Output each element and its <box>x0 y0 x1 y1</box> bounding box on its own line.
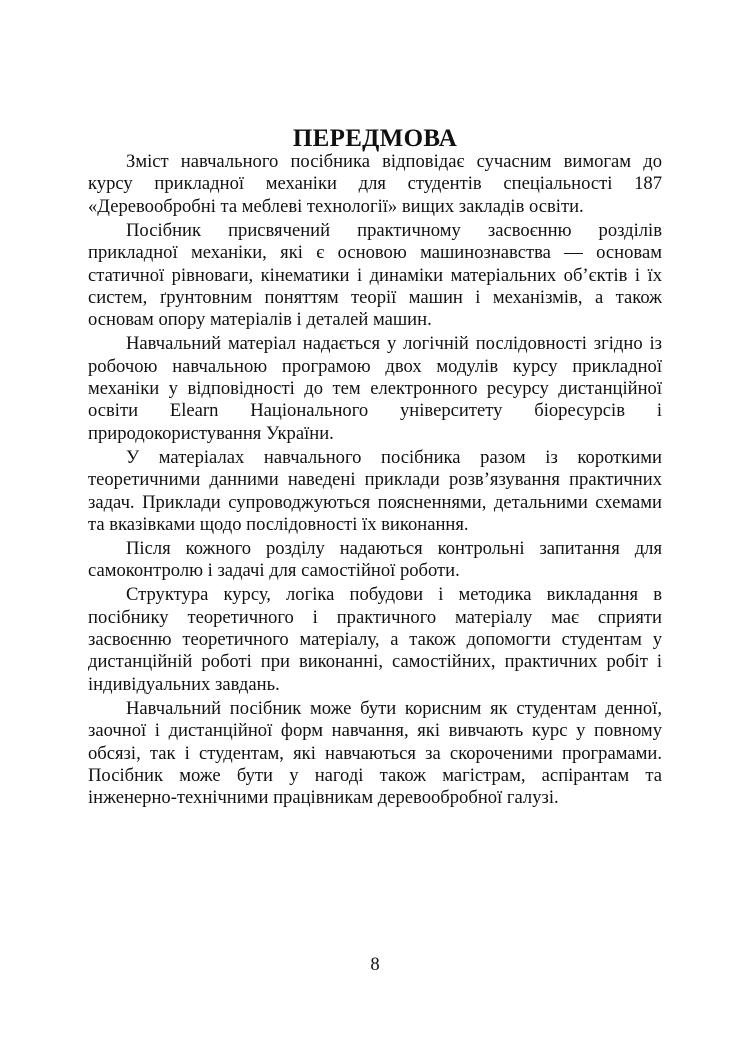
paragraph-purpose: Посібник присвячений практичному засвоєнню розділів прикладної механіки, які є основою машинознавства — основам статичної рівноваги, кінематики і динаміки матеріальних об’єктів і їх систем, ґрунтовним поняттям теорії машин і механізмів, а також основам опору матеріалів і деталей машин. <box>88 219 662 331</box>
body-text <box>88 151 662 810</box>
page-number: 8 <box>370 954 380 975</box>
page-title: ПЕРЕДМОВА <box>292 124 458 152</box>
paragraph-examples: У матеріалах навчального посібника разом із короткими теоретичними данними наведені приклади розв’язування практичних задач. Приклади супроводжуються поясненнями, детальними схемами та вказівками щодо послідовності їх виконання. <box>88 446 662 535</box>
paragraph-audience: Навчальний посібник може бути корисним як студентам денної, заочної і дистанційної форм навчання, які вивчають курс у повному обсязі, так і студентам, які навчаються за скороченими програмами. Посібник може бути у нагоді також магістрам, аспірантам та інженерно-технічними працівникам деревообробної галузі. <box>88 697 662 809</box>
paragraph-content-overview: Зміст навчального посібника відповідає сучасним вимогам до курсу прикладної механіки для студентів спеціальності 187 «Деревообробні та меблеві технології» вищих закладів освіти. <box>88 151 662 217</box>
paragraph-control-questions: Після кожного розділу надаються контрольні запитання для самоконтролю і задачі для самостійної роботи. <box>88 537 662 582</box>
paragraph-course-structure: Структура курсу, логіка побудови і методика викладання в посібнику теоретичного і практичного матеріалу має сприяти засвоєнню теоретичного матеріалу, а також допомогти студентам у дистанційній роботі при виконанні, самостійних, практичних робіт і індивідуальних завдань. <box>88 584 662 695</box>
paragraph-material-order: Навчальний матеріал надається у логічній послідовності згідно із робочою навчальною програмою двох модулів курсу прикладної механіки у відповідності до тем електронного ресурсу дистанційної освіти Elearn Національного університету біоресурсів і природокористування України. <box>88 333 662 444</box>
